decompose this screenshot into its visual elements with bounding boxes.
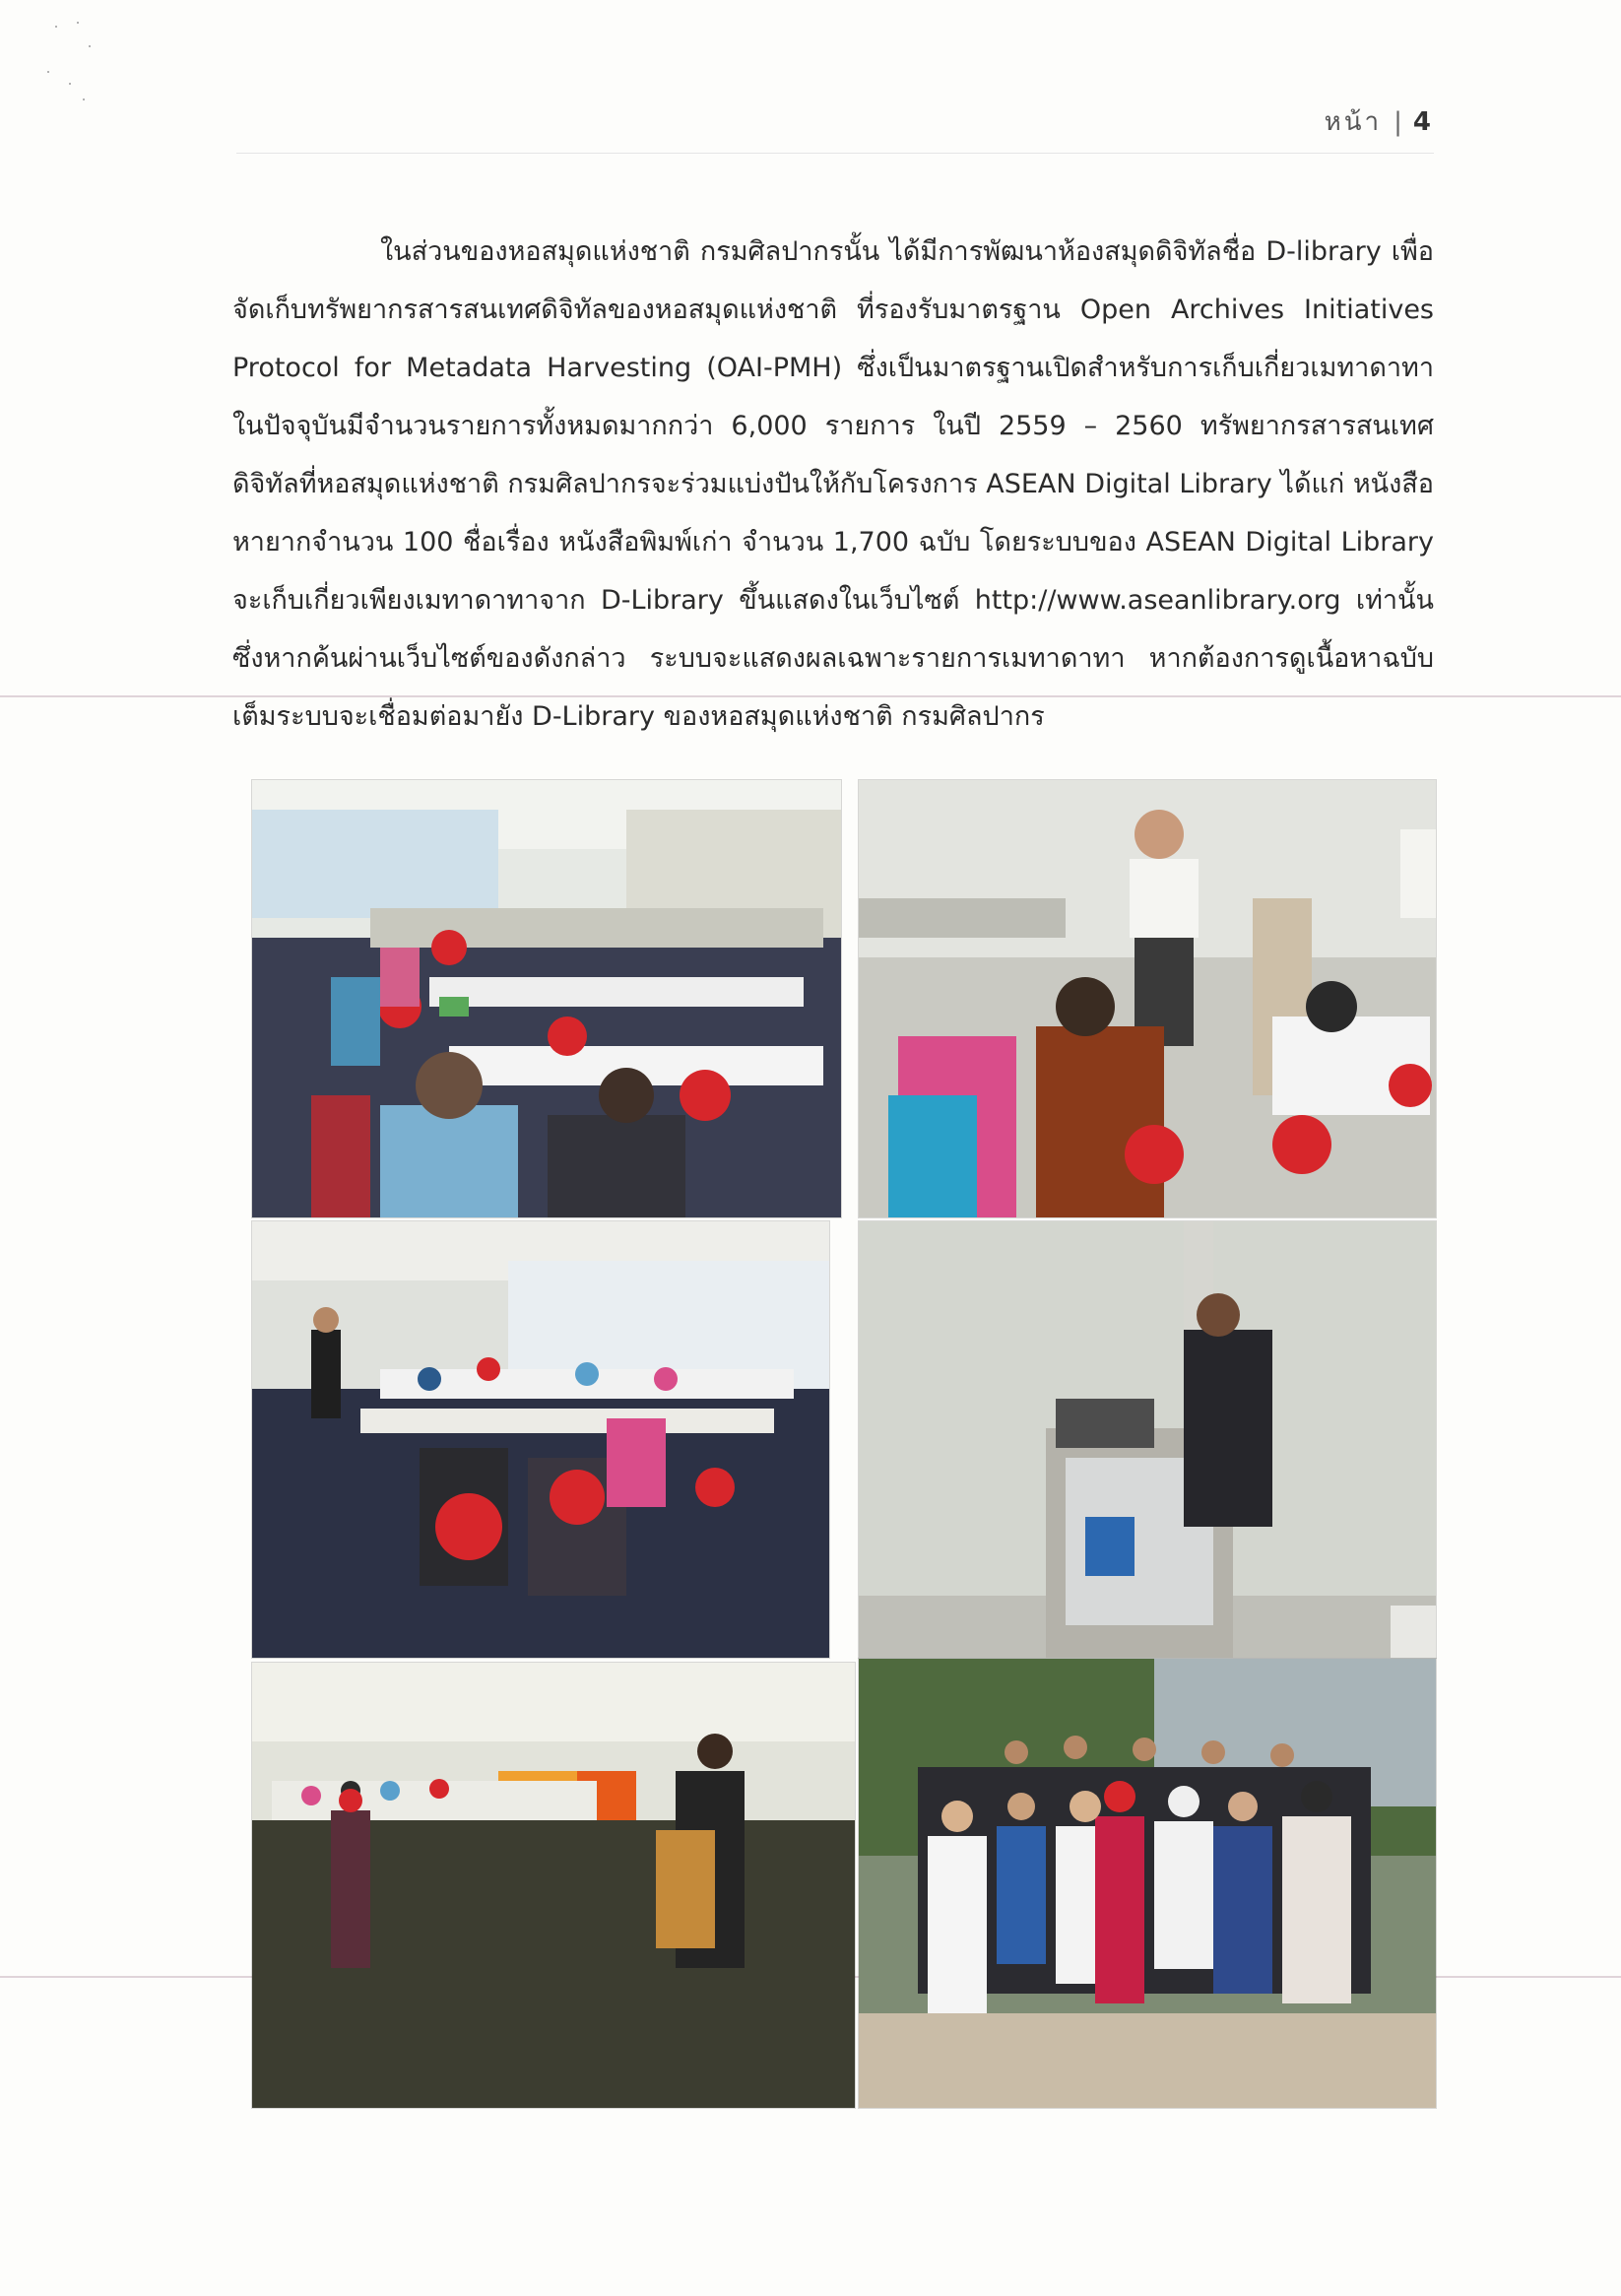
page-number: 4: [1412, 107, 1434, 137]
header-separator: |: [1394, 107, 1405, 137]
workshop-wide-room-photo: [252, 1221, 829, 1658]
group-photo: [859, 1659, 1436, 2108]
presenter-at-lectern-photo: [859, 1221, 1436, 1658]
workshop-classroom-photo: [252, 780, 841, 1217]
page-label: หน้า: [1324, 107, 1383, 137]
speaker-at-podium-photo: [859, 780, 1436, 1217]
scan-specks: [39, 20, 128, 108]
scan-artifact-line: [0, 695, 1621, 697]
body-text: [232, 223, 1434, 746]
body-paragraph: ในส่วนของหอสมุดแห่งชาติ กรมศิลปากรนั้น ได้มีการพัฒนาห้องสมุดดิจิทัลชื่อ D-library เพื่อจัดเก็บทรัพยากรสารสนเทศดิจิทัลของหอสมุดแห่งชาติ ที่รองรับมาตรฐาน Open Archives Initiatives Protocol for Metadata Harvesting (OAI-PMH) ซึ่งเป็นมาตรฐานเปิดสำหรับการเก็บเกี่ยวเมทาดาทา ในปัจจุบันมีจำนวนรายการทั้งหมดมากกว่า 6,000 รายการ ในปี 2559 – 2560 ทรัพยากรสารสนเทศดิจิทัลที่หอสมุดแห่งชาติ กรมศิลปากรจะร่วมแบ่งปันให้กับโครงการ ASEAN Digital Library ได้แก่ หนังสือหายากจำนวน 100 ชื่อเรื่อง หนังสือพิมพ์เก่า จำนวน 1,700 ฉบับ โดยระบบของ ASEAN Digital Library จะเก็บเกี่ยวเพียงเมทาดาทาจาก D-Library ขึ้นแสดงในเว็บไซต์ http://www.aseanlibrary.org เท่านั้น ซึ่งหากค้นผ่านเว็บไซต์ของดังกล่าว ระบบจะแสดงผลเฉพาะรายการเมทาดาทา หากต้องการดูเนื้อหาฉบับเต็มระบบจะเชื่อมต่อมายัง D-Library ของหอสมุดแห่งชาติ กรมศิลปากร: [232, 236, 1434, 732]
header-rule: [236, 153, 1434, 154]
conference-room-presentation-photo: [252, 1663, 855, 2108]
page-header: [1325, 101, 1434, 142]
